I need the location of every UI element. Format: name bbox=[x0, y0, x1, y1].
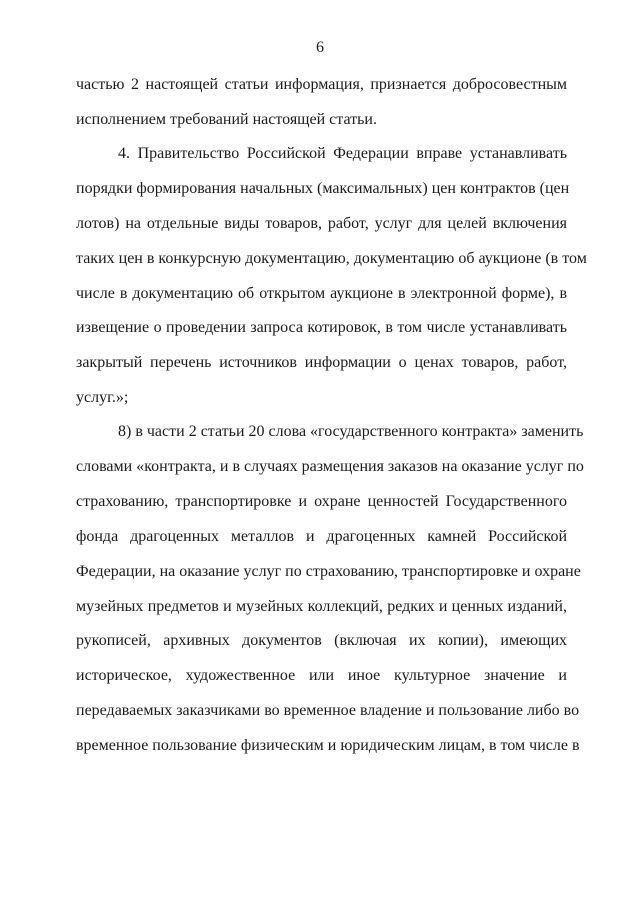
text-line: музейных предметов и музейных коллекций, редких и ценных изданий, bbox=[76, 598, 567, 615]
text-line: порядки формирования начальных (максимальных) цен контрактов (цен bbox=[76, 180, 570, 197]
text-line: таких цен в конкурсную документацию, документацию об аукционе (в том bbox=[76, 250, 587, 267]
text-line: числе в документацию об открытом аукционе в электронной форме), в bbox=[76, 285, 567, 302]
text-line: услуг.»; bbox=[76, 389, 129, 406]
text-line: рукописей, архивных документов (включая их копии), имеющих bbox=[76, 632, 567, 649]
text-line: частью 2 настоящей статьи информация, признается добросовестным bbox=[76, 76, 567, 93]
text-line: словами «контракта, и в случаях размещения заказов на оказание услуг по bbox=[76, 458, 584, 475]
text-line: историческое, художественное или иное культурное значение и bbox=[76, 667, 567, 684]
text-line: Федерации, на оказание услуг по страхованию, транспортировке и охране bbox=[76, 563, 581, 580]
text-line: временное пользование физическим и юридическим лицам, в том числе в bbox=[76, 737, 580, 754]
text-line: извещение о проведении запроса котировок, в том числе устанавливать bbox=[76, 319, 567, 336]
text-line: фонда драгоценных металлов и драгоценных камней Российской bbox=[76, 528, 567, 545]
text-line: исполнением требований настоящей статьи. bbox=[76, 111, 377, 128]
page-number: 6 bbox=[316, 39, 324, 56]
text-line: закрытый перечень источников информации о ценах товаров, работ, bbox=[76, 354, 567, 371]
text-line: передаваемых заказчиками во временное владение и пользование либо во bbox=[76, 702, 580, 719]
text-line: лотов) на отдельные виды товаров, работ, услуг для целей включения bbox=[76, 215, 567, 232]
paragraph-8-start: 8) в части 2 статьи 20 слова «государственного контракта» заменить bbox=[118, 423, 584, 440]
text-line: страхованию, транспортировке и охране ценностей Государственного bbox=[76, 493, 567, 510]
paragraph-4-start: 4. Правительство Российской Федерации вправе устанавливать bbox=[118, 145, 567, 162]
